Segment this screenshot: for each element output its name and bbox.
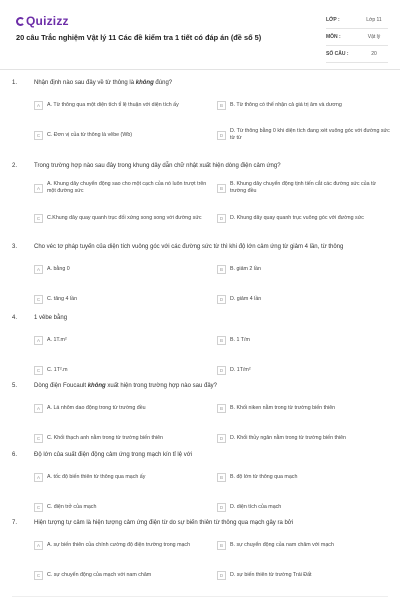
option-c[interactable] [34,494,210,520]
option-letter-box[interactable]: B [217,473,226,482]
option-letter-box[interactable]: D [217,434,226,443]
option-letter-box[interactable]: C [34,366,43,375]
option-a[interactable] [34,532,210,558]
option-text: C. điện trở của mạch [47,503,97,510]
option-text: D. giảm 4 lần [230,295,262,302]
option-b[interactable] [217,256,393,282]
option-b[interactable] [217,92,393,118]
meta-label: MÔN : [326,34,341,40]
option-text: C. tăng 4 lần [47,295,78,302]
question-emphasis: không [87,383,106,389]
option-d[interactable] [217,357,393,383]
question-number: 1. [12,80,18,86]
option-text: A. Khung dây chuyển động sao cho một cạch của nó luôn trượt trên một đường sức [47,181,207,194]
option-letter-box[interactable]: B [217,184,226,193]
option-a[interactable] [34,464,210,490]
option-text: D. Từ thông bằng 0 khi diện tích đang xét vuông góc với đường sức từ từ [230,128,390,141]
question-text [34,80,390,86]
option-c[interactable] [34,357,210,383]
meta-table [326,12,388,63]
question-text-part: Trong trường hợp nào sau đây trong khung dây dẫn chữ nhật xuất hiện dòng điện cảm ứng? [34,163,281,169]
option-letter-box[interactable]: C [34,503,43,512]
option-letter-box[interactable]: C [34,295,43,304]
option-text: D. diện tích của mạch [230,503,282,510]
option-text: C. Khối thạch anh nằm trong từ trường biến thiên [47,434,163,441]
question-text-part: Nhận định nào sau đây về từ thông là [34,80,136,86]
option-letter-box[interactable]: C [34,434,43,443]
option-text: B. Khung dây chuyển động tịnh tiến cắt các đường sức của từ trường đều [230,181,377,194]
question-text [34,315,390,321]
page-header [0,0,400,70]
option-c[interactable] [34,425,210,451]
meta-label: SỐ CÂU : [326,51,349,57]
option-a[interactable] [34,327,210,353]
meta-value: 20 [371,51,377,57]
option-text: D. sự biến thiên từ trường Trái Đất [230,571,312,578]
option-text: D. Khung dây quay quanh trục vuông góc với đường sức [230,214,364,221]
divider [12,596,388,597]
document-title: 20 câu Trắc nghiệm Vật lý 11 Các đề kiểm tra 1 tiết có đáp án (đề số 5) [16,33,262,42]
option-text: A. Lá nhôm dao động trong từ trường đều [47,404,146,411]
option-d[interactable] [217,205,393,231]
option-letter-box[interactable]: B [217,404,226,413]
option-c[interactable] [34,286,210,312]
option-b[interactable] [217,327,393,353]
meta-row-grade [326,12,388,29]
question-text-part: Dòng điện Foucault [34,383,88,389]
question-text-part: Hiện tượng tự cảm là hiện tượng cảm ứng điện từ do sự biến thiên từ thông qua mạch gây ra bởi [34,520,294,526]
option-a[interactable] [34,175,210,201]
option-letter-box[interactable]: C [34,214,43,223]
question-text [34,163,390,169]
option-letter-box[interactable]: B [217,541,226,550]
option-letter-box[interactable]: D [217,214,226,223]
option-c[interactable] [34,122,210,148]
option-letter-box[interactable]: B [217,101,226,110]
option-letter-box[interactable]: A [34,336,43,345]
option-text: D. Khối thủy ngân nằm trong từ trường biến thiên [230,434,346,441]
option-letter-box[interactable]: A [34,473,43,482]
meta-row-subject [326,29,388,46]
option-letter-box[interactable]: D [217,295,226,304]
meta-label: LỚP : [326,17,340,23]
option-text: C. sự chuyển động của mạch với nam châm [47,571,152,578]
option-text: A. tốc độ biến thiên từ thông qua mạch ấy [47,473,146,480]
question-number: 6. [12,452,18,458]
option-text: A. Từ thông qua một diện tích tỉ lệ thuận với diện tích ấy [47,101,179,108]
question-number: 5. [12,383,18,389]
option-letter-box[interactable]: C [34,131,43,140]
option-d[interactable] [217,286,393,312]
option-c[interactable] [34,205,210,231]
option-text: B. sự chuyển động của nam châm với mạch [230,541,334,548]
option-a[interactable] [34,395,210,421]
option-b[interactable] [217,175,393,201]
question-text-part: 1 vêbe bằng [34,315,68,321]
option-text: C. Đơn vị của từ thông là vêbe (Wb) [47,131,133,138]
option-text: C.Khung dây quay quanh trục đối xứng song song với đường sức [47,214,202,221]
option-letter-box[interactable]: A [34,184,43,193]
option-text: B. Từ thông có thể nhận cả giá trị âm và dương [230,101,342,108]
option-letter-box[interactable]: D [217,571,226,580]
quizizz-logo [16,14,69,28]
option-letter-box[interactable]: B [217,265,226,274]
option-d[interactable] [217,562,393,588]
question-text [34,520,390,526]
question-number: 4. [12,315,18,321]
option-d[interactable] [217,494,393,520]
meta-row-count [326,46,388,63]
option-d[interactable] [217,122,393,148]
question-number: 2. [12,163,18,169]
meta-value: Lớp 11 [366,17,382,23]
option-letter-box[interactable]: B [217,336,226,345]
option-text: A. sự biến thiên của chính cường độ điện trường trong mạch [47,541,191,548]
question-number: 3. [12,244,18,250]
question-text-part: Độ lớn của suất điện động cảm ứng trong mạch kín tỉ lệ với [34,452,192,458]
option-letter-box[interactable]: C [34,571,43,580]
option-b[interactable] [217,464,393,490]
option-text: A. bằng 0 [47,265,70,272]
logo-text: Quizizz [26,14,69,28]
question-number: 7. [12,520,18,526]
question-text-part: Cho véc tơ pháp tuyến của diện tích vuông góc với các đường sức từ thì khi độ lớn cảm ứng từ giảm 4 lần, từ thông [34,244,344,250]
option-b[interactable] [217,532,393,558]
option-letter-box[interactable]: D [217,503,226,512]
option-text: B. Khối niken nằm trong từ trường biến thiên [230,404,336,411]
option-a[interactable] [34,256,210,282]
question-text [34,452,390,458]
meta-value: Vật lý [367,34,381,40]
option-text: B. độ lớn từ thông qua mạch [230,473,298,480]
option-a[interactable] [34,92,210,118]
option-b[interactable] [217,395,393,421]
option-letter-box[interactable]: A [34,101,43,110]
option-text: B. giảm 2 lần [230,265,261,272]
question-text-part: đúng? [153,80,173,86]
option-letter-box[interactable]: A [34,404,43,413]
question-text [34,383,390,389]
option-d[interactable] [217,425,393,451]
logo-swirl-icon [16,17,25,26]
option-letter-box[interactable]: A [34,265,43,274]
question-text-part: xuất hiện trong trường hợp nào sau đây? [105,383,217,389]
question-text [34,244,390,250]
option-c[interactable] [34,562,210,588]
option-text: A. 1T.m² [47,336,67,343]
option-text: D. 1T/m² [230,366,251,373]
option-letter-box[interactable]: D [217,131,226,140]
question-emphasis: không [135,80,154,86]
option-text: B. 1 T/m [230,336,250,343]
option-letter-box[interactable]: D [217,366,226,375]
option-text: C. 1T².m [47,366,68,373]
option-letter-box[interactable]: A [34,541,43,550]
